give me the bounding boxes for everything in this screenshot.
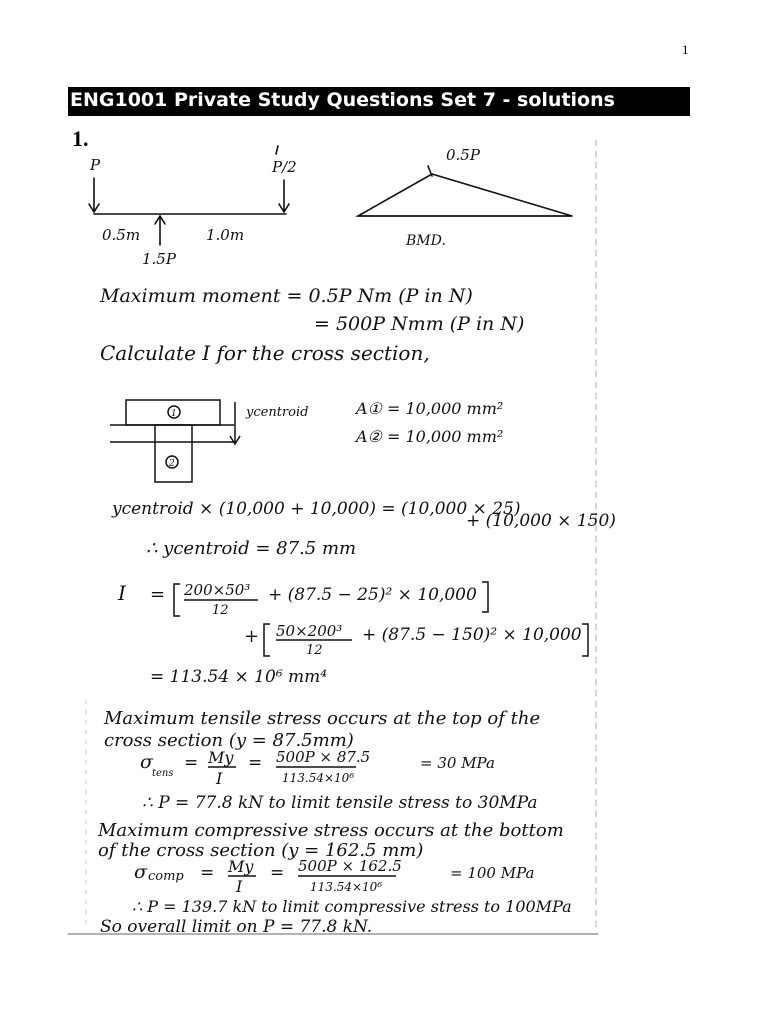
tensile-result-stress: = 30 MPa	[420, 754, 495, 772]
max-moment-line2: = 500P Nmm (P in N)	[314, 313, 525, 335]
compressive-result-stress: = 100 MPa	[450, 864, 535, 882]
compressive-i: I	[236, 877, 243, 896]
sigma-tens-symbol: σ	[140, 751, 153, 773]
ycentroid-label: ycentroid	[246, 405, 309, 420]
question-number: 1.	[72, 126, 89, 151]
load-arrow-left	[89, 178, 99, 212]
tensile-limit-result: ∴ P = 77.8 kN to limit tensile stress to 30MPa	[142, 793, 538, 813]
tick-mark	[276, 146, 278, 154]
term1-denominator: 12	[212, 603, 229, 618]
tensile-i: I	[216, 769, 223, 788]
span-right-label: 1.0m	[206, 226, 245, 244]
part1-label: 1	[171, 409, 177, 419]
sigma-comp-symbol: σ	[134, 861, 147, 883]
overall-conclusion: So overall limit on P = 77.8 kN.	[100, 917, 373, 937]
compressive-equals: =	[200, 863, 215, 883]
inertia-equals: =	[150, 584, 166, 605]
tensile-equals-2: =	[248, 753, 263, 773]
tensile-my: My	[208, 748, 234, 767]
bmd-label: BMD.	[406, 233, 446, 249]
bracket2-left	[264, 624, 270, 656]
page-number: 1	[682, 42, 689, 57]
term2-numerator: 50×200³	[276, 622, 343, 640]
tensile-equals: =	[184, 753, 199, 773]
ycentroid-arrow	[230, 402, 240, 444]
term1-numerator: 200×50³	[184, 581, 251, 599]
term1-parallel-axis: + (87.5 − 25)² × 10,000	[268, 585, 477, 605]
document-title: ENG1001 Private Study Questions Set 7 - solutions	[70, 89, 615, 111]
inertia-symbol: I	[118, 581, 126, 605]
tensile-numerator: 500P × 87.5	[276, 748, 371, 766]
bracket1-right	[482, 582, 488, 612]
centroid-result: ∴ ycentroid = 87.5 mm	[146, 538, 357, 559]
bmd-triangle	[358, 174, 572, 216]
compressive-limit-result: ∴ P = 139.7 kN to limit compressive stress to 100MPa	[132, 897, 572, 916]
web-rect	[155, 425, 192, 482]
bracket2-right	[582, 624, 588, 656]
tensile-denominator: 113.54×10⁶	[282, 771, 355, 785]
load-right-label: P/2	[272, 158, 297, 176]
area1-line: A① = 10,000 mm²	[356, 399, 504, 418]
compressive-denominator: 113.54×10⁶	[310, 880, 383, 894]
centroid-equation-continued: + (10,000 × 150)	[466, 511, 616, 531]
inertia-result: = 113.54 × 10⁶ mm⁴	[150, 667, 328, 687]
load-arrow-right	[279, 180, 289, 212]
compressive-my: My	[228, 857, 254, 876]
tensile-statement-line1: Maximum tensile stress occurs at the top of the	[104, 708, 541, 729]
compressive-equals-2: =	[270, 863, 285, 883]
max-moment-line1: Maximum moment = 0.5P Nm (P in N)	[100, 285, 473, 307]
sigma-tens-subscript: tens	[152, 768, 174, 779]
centroid-equation: ycentroid × (10,000 + 10,000) = (10,000 × 25)	[112, 499, 521, 519]
reaction-label: 1.5P	[142, 250, 176, 268]
compressive-numerator: 500P × 162.5	[298, 857, 402, 875]
bmd-peak-label: 0.5P	[446, 146, 480, 164]
span-left-label: 0.5m	[102, 226, 141, 244]
part2-label: 2	[169, 459, 175, 469]
area2-line: A② = 10,000 mm²	[356, 427, 504, 446]
tensile-statement-line2: cross section (y = 87.5mm)	[104, 730, 354, 751]
term2-denominator: 12	[306, 643, 323, 658]
term2-parallel-axis: + (87.5 − 150)² × 10,000	[362, 625, 582, 645]
sigma-comp-subscript: comp	[148, 869, 184, 884]
reaction-arrow	[155, 216, 165, 245]
inertia-plus: +	[244, 626, 260, 647]
compressive-statement-line2: of the cross section (y = 162.5 mm)	[98, 840, 424, 861]
load-left-label: P	[90, 156, 101, 174]
compressive-statement-line1: Maximum compressive stress occurs at the bottom	[98, 820, 564, 841]
calculate-i-line: Calculate I for the cross section,	[100, 341, 430, 365]
bracket1-left	[174, 584, 180, 616]
